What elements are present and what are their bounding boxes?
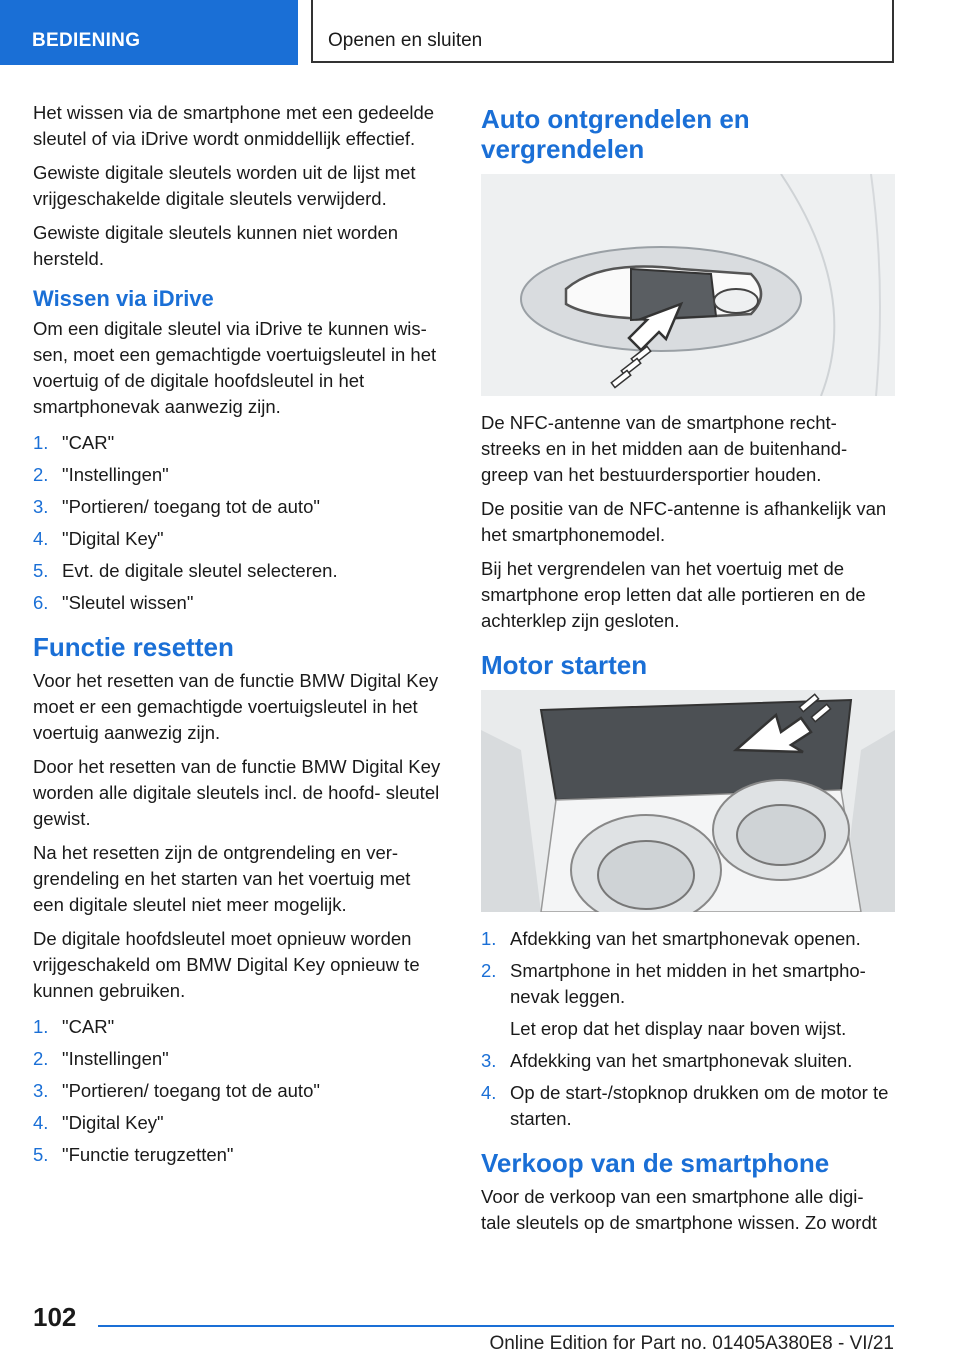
step-number: 3. [481, 1050, 497, 1071]
list-item [481, 926, 897, 952]
wissen-steps [33, 430, 443, 616]
lock-paragraph-2: De positie van de NFC-antenne is afhankelijk van het smartphonemodel. [481, 498, 887, 545]
step-number: 4. [33, 1112, 49, 1133]
step-number: 6. [33, 592, 49, 613]
start-steps [481, 926, 897, 1132]
reset-paragraph-1: Voor het resetten van de functie BMW Digital Key moet er een gemachtigde voertuigsleutel in het voertuig aanwezig zijn. [33, 670, 439, 743]
lock-heading: Auto ontgrendelen en vergrendelen [481, 104, 750, 164]
step-number: 1. [33, 1016, 49, 1037]
chapter-header [311, 0, 894, 63]
list-item [33, 494, 443, 520]
step-number: 3. [33, 496, 49, 517]
list-item [33, 1014, 443, 1040]
list-item [481, 1080, 897, 1132]
step-text: Smartphone in het midden in het smartpho- nevak leggen. [510, 960, 866, 1007]
section-label: BEDIENING [32, 30, 141, 51]
reset-heading: Functie resetten [33, 632, 234, 662]
reset-steps [33, 1014, 443, 1168]
list-item [33, 1142, 443, 1168]
lock-paragraph-3: Bij het vergrendelen van het voertuig met de smartphone erop letten dat alle portieren en de achterklep zijn gesloten. [481, 558, 866, 631]
list-item [481, 958, 897, 1042]
left-column [33, 100, 443, 1174]
list-item [33, 558, 443, 584]
sale-heading: Verkoop van de smartphone [481, 1148, 830, 1178]
step-text: "CAR" [62, 432, 115, 453]
step-number: 4. [33, 528, 49, 549]
step-text: "Portieren/ toegang tot de auto" [62, 1080, 320, 1101]
lock-paragraph-1: De NFC-antenne van de smartphone recht- streeks en in het midden aan de buitenhand- greep van het bestuurdersportier houden. [481, 412, 848, 485]
step-number: 3. [33, 1080, 49, 1101]
intro-paragraph-2: Gewiste digitale sleutels worden uit de lijst met vrijgeschakelde digitale sleutels verwijderd. [33, 162, 416, 209]
smartphone-tray-illustration [481, 690, 895, 912]
step-text: "Digital Key" [62, 1112, 164, 1133]
step-text: "Sleutel wissen" [62, 592, 194, 613]
step-note: Let erop dat het display naar boven wijst. [510, 1018, 847, 1039]
page-number: 102 [33, 1302, 77, 1332]
edition-note: Online Edition for Part no. 01405A380E8 - VI/21 [489, 1333, 894, 1354]
step-text: "Instellingen" [62, 1048, 169, 1069]
start-heading: Motor starten [481, 650, 648, 680]
step-text: "Portieren/ toegang tot de auto" [62, 496, 320, 517]
chapter-title: Openen en sluiten [328, 30, 483, 51]
list-item [33, 590, 443, 616]
list-item [33, 526, 443, 552]
step-text: "Digital Key" [62, 528, 164, 549]
list-item [33, 1110, 443, 1136]
step-number: 2. [33, 464, 49, 485]
list-item [33, 430, 443, 456]
step-number: 1. [33, 432, 49, 453]
step-text: Evt. de digitale sleutel selecteren. [62, 560, 338, 581]
reset-paragraph-4: De digitale hoofdsleutel moet opnieuw worden vrijgeschakeld om BMW Digital Key opnieuw te kunnen gebruiken. [33, 928, 420, 1001]
wissen-paragraph: Om een digitale sleutel via iDrive te kunnen wis- sen, moet een gemachtigde voertuigsleutel in het voertuig of de digitale hoofdsleutel in het smartphonevak aanwezig zijn. [33, 318, 437, 417]
step-text: Afdekking van het smartphonevak openen. [510, 928, 861, 949]
list-item [33, 462, 443, 488]
step-number: 5. [33, 560, 49, 581]
step-text: Op de start-/stopknop drukken om de motor te starten. [510, 1082, 889, 1129]
intro-paragraph-1: Het wissen via de smartphone met een gedeelde sleutel of via iDrive wordt onmiddellijk effectief. [33, 102, 435, 149]
wissen-heading: Wissen via iDrive [33, 286, 214, 311]
reset-paragraph-3: Na het resetten zijn de ontgrendeling en ver- grendeling en het starten van het voertuig met een digitale sleutel niet meer mogelijk. [33, 842, 411, 915]
section-tab [0, 0, 298, 65]
list-item [481, 1048, 897, 1074]
list-item [33, 1078, 443, 1104]
step-number: 1. [481, 928, 497, 949]
right-column [481, 100, 897, 1244]
step-text: "Instellingen" [62, 464, 169, 485]
sale-paragraph: Voor de verkoop van een smartphone alle digi- tale sleutels op de smartphone wissen. Zo wordt [481, 1186, 877, 1233]
step-number: 4. [481, 1082, 497, 1103]
door-handle-illustration [481, 174, 895, 396]
step-number: 2. [481, 960, 497, 981]
step-text: "CAR" [62, 1016, 115, 1037]
intro-paragraph-3: Gewiste digitale sleutels kunnen niet worden hersteld. [33, 222, 399, 269]
footer-divider [98, 1325, 894, 1327]
list-item [33, 1046, 443, 1072]
step-text: Afdekking van het smartphonevak sluiten. [510, 1050, 853, 1071]
step-text: "Functie terugzetten" [62, 1144, 234, 1165]
reset-paragraph-2: Door het resetten van de functie BMW Digital Key worden alle digitale sleutels incl. de hoofd- sleutel gewist. [33, 756, 441, 829]
step-number: 5. [33, 1144, 49, 1165]
step-number: 2. [33, 1048, 49, 1069]
